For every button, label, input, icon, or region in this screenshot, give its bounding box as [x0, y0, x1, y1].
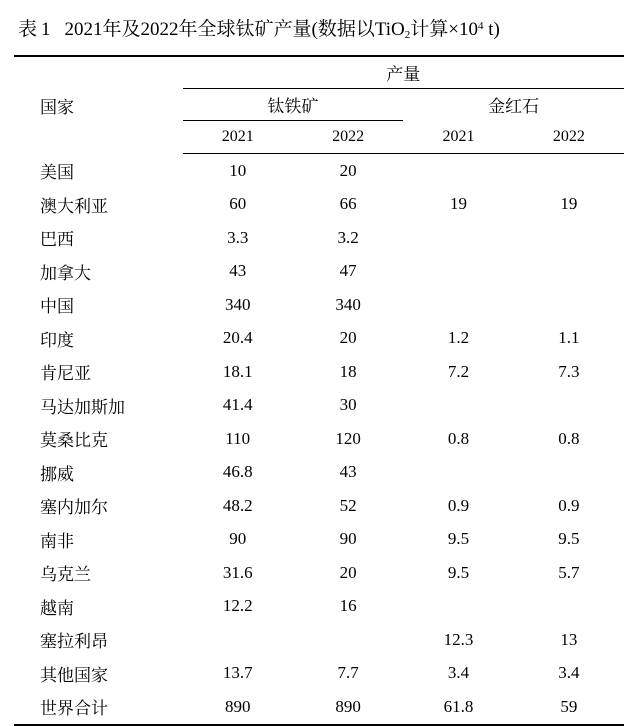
cell-ilmenite-2021: 90: [229, 529, 247, 549]
cell-country: 乌克兰: [40, 565, 91, 585]
cell-rutile-2022: 0.9: [558, 495, 580, 515]
cell-ilmenite-2021: [183, 623, 293, 657]
cell-rutile-2021: 1.2: [447, 328, 470, 348]
cell-rutile-2021: 0.9: [447, 495, 470, 515]
cell-rutile-2022: [514, 221, 624, 255]
header-year-ilmenite-2021: 2021: [183, 121, 293, 154]
table-row: [14, 556, 624, 590]
table-row: [14, 657, 624, 691]
caption-text-after-sub: 计算×10: [410, 19, 479, 40]
cell-country: 其他国家: [40, 665, 108, 685]
table-row: [14, 154, 624, 188]
table-row: [14, 523, 624, 557]
cell-rutile-2021: [403, 221, 513, 255]
cell-ilmenite-2021: 43: [229, 261, 247, 281]
cell-rutile-2021: [403, 288, 513, 322]
cell-ilmenite-2022: 20: [339, 562, 357, 582]
cell-ilmenite-2022: 890: [293, 690, 403, 725]
cell-rutile-2022: [514, 590, 624, 624]
header-year-rutile-2021: 2021: [403, 121, 513, 154]
cell-ilmenite-2022: 20: [339, 328, 357, 348]
cell-country: 肯尼亚: [40, 364, 91, 384]
table-row: [14, 422, 624, 456]
cell-ilmenite-2021: 41.4: [222, 395, 253, 415]
cell-rutile-2021: [403, 389, 513, 423]
cell-ilmenite-2022: 7.7: [337, 663, 359, 683]
caption-subscript: 2: [404, 29, 411, 41]
cell-rutile-2022: [514, 456, 624, 490]
table-row-total: [14, 690, 624, 725]
cell-ilmenite-2022: 47: [339, 261, 357, 281]
table-row: [14, 322, 624, 356]
cell-ilmenite-2022: 18: [339, 361, 357, 381]
cell-ilmenite-2021: 31.6: [222, 562, 253, 582]
table-row: [14, 355, 624, 389]
cell-rutile-2022: 1.1: [558, 328, 580, 348]
cell-rutile-2022: 7.3: [558, 361, 580, 381]
cell-country: 加拿大: [40, 263, 91, 283]
cell-country: 越南: [40, 598, 74, 618]
cell-rutile-2021: 9.5: [447, 529, 470, 549]
table-row: [14, 221, 624, 255]
cell-ilmenite-2022: 66: [339, 194, 357, 214]
cell-rutile-2022: 13: [560, 629, 578, 649]
cell-ilmenite-2022: 43: [339, 462, 357, 482]
table-row: [14, 623, 624, 657]
cell-rutile-2022: 9.5: [558, 529, 580, 549]
cell-ilmenite-2022: [293, 623, 403, 657]
cell-country: 马达加斯加: [40, 397, 125, 417]
header-group-rutile: 金红石: [488, 97, 540, 117]
cell-rutile-2021: 12.3: [443, 629, 474, 649]
cell-rutile-2022: 5.7: [558, 562, 580, 582]
cell-ilmenite-2021: 12.2: [222, 596, 253, 616]
cell-rutile-2021: 7.2: [447, 361, 470, 381]
cell-rutile-2021: 19: [449, 194, 467, 214]
caption-text-end: t): [483, 19, 500, 40]
cell-rutile-2022: 59: [514, 690, 624, 725]
header-group-ilmenite: 钛铁矿: [183, 89, 404, 121]
cell-rutile-2021: 9.5: [447, 562, 470, 582]
cell-country: 巴西: [40, 230, 74, 250]
cell-rutile-2021: 0.8: [447, 428, 470, 448]
cell-rutile-2021: 61.8: [403, 690, 513, 725]
cell-ilmenite-2022: 340: [335, 294, 361, 314]
cell-rutile-2022: [514, 255, 624, 289]
cell-ilmenite-2021: 340: [224, 294, 251, 314]
cell-ilmenite-2022: 52: [339, 495, 357, 515]
cell-ilmenite-2022: 30: [339, 395, 357, 415]
cell-country: 中国: [40, 297, 74, 317]
cell-country: 美国: [40, 163, 74, 182]
cell-rutile-2022: [514, 389, 624, 423]
cell-country: 挪威: [40, 464, 74, 484]
table-caption: [18, 12, 624, 49]
table-row: [14, 456, 624, 490]
titanium-production-table: [14, 55, 624, 726]
cell-rutile-2022: 19: [560, 194, 578, 214]
cell-ilmenite-2022: 90: [339, 529, 357, 549]
cell-ilmenite-2022: 120: [335, 428, 361, 448]
caption-text-before-sub: 2021年及2022年全球钛矿产量(数据以TiO: [64, 19, 405, 40]
cell-ilmenite-2021: 48.2: [222, 495, 253, 515]
cell-ilmenite-2021: 10: [229, 160, 247, 180]
cell-country: 塞内加尔: [40, 498, 108, 518]
cell-rutile-2021: [403, 154, 513, 188]
cell-ilmenite-2021: 890: [183, 690, 293, 725]
cell-rutile-2022: [514, 154, 624, 188]
caption-number: 1: [41, 19, 51, 40]
cell-rutile-2022: 3.4: [558, 663, 580, 683]
caption-superscript: 4: [478, 20, 484, 32]
cell-ilmenite-2021: 20.4: [222, 328, 253, 348]
cell-ilmenite-2022: 20: [339, 160, 357, 180]
header-country: 国家: [14, 56, 183, 154]
cell-ilmenite-2021: 18.1: [222, 361, 253, 381]
table-row: [14, 590, 624, 624]
cell-ilmenite-2021: 46.8: [222, 462, 253, 482]
header-output: 产量: [183, 56, 624, 89]
cell-country: 印度: [40, 330, 74, 350]
table-header-row-output: [14, 56, 624, 89]
cell-country: 世界合计: [14, 690, 183, 725]
cell-ilmenite-2021: 60: [229, 194, 247, 214]
cell-ilmenite-2021: 110: [225, 428, 251, 448]
caption-label: 表: [18, 19, 38, 40]
cell-ilmenite-2021: 13.7: [222, 663, 253, 683]
cell-ilmenite-2022: 3.2: [337, 227, 359, 247]
cell-ilmenite-2022: 16: [339, 596, 357, 616]
table-row: [14, 255, 624, 289]
cell-country: 澳大利亚: [40, 196, 108, 216]
cell-rutile-2022: [514, 288, 624, 322]
table-row: [14, 389, 624, 423]
header-year-ilmenite-2022: 2022: [293, 121, 403, 154]
cell-rutile-2021: [403, 255, 513, 289]
cell-country: 南非: [40, 531, 74, 551]
cell-rutile-2021: 3.4: [447, 663, 470, 683]
cell-rutile-2021: [403, 456, 513, 490]
cell-rutile-2022: 0.8: [558, 428, 580, 448]
header-year-rutile-2022: 2022: [514, 121, 624, 154]
cell-rutile-2021: [403, 590, 513, 624]
cell-ilmenite-2021: 3.3: [227, 227, 249, 247]
cell-country: 塞拉利昂: [40, 632, 108, 652]
table-row: [14, 188, 624, 222]
table-row: [14, 288, 624, 322]
table-row: [14, 489, 624, 523]
cell-country: 莫桑比克: [40, 431, 108, 451]
